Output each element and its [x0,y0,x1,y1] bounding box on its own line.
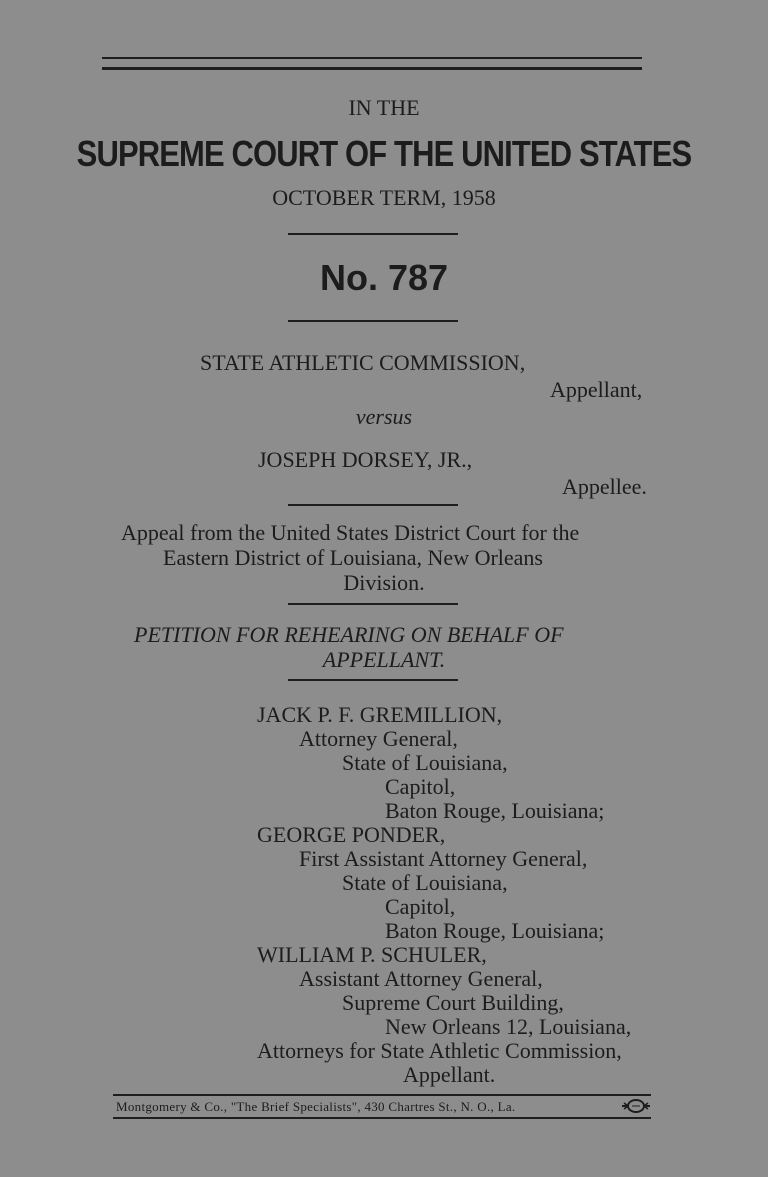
attorneys-for-line: Attorneys for State Athletic Commission, [257,1038,622,1063]
court-title: SUPREME COURT OF THE UNITED STATES [76,133,692,174]
union-label-icon [622,1098,650,1114]
appellee-role: Appellee. [562,474,647,499]
footer-rule-bottom [113,1117,651,1119]
attorney-2-addr1: Capitol, [385,894,456,919]
versus-label: versus [355,404,413,429]
attorney-1-org: State of Louisiana, [342,750,508,775]
attorney-3-org: Supreme Court Building, [342,990,564,1015]
top-rule-thin [102,57,642,59]
attorneys-role: Appellant. [403,1062,496,1087]
attorney-2-org: State of Louisiana, [342,870,508,895]
attorney-3-addr: New Orleans 12, Louisiana, [385,1014,632,1039]
attorney-1-title: Attorney General, [299,726,458,751]
attorney-1-addr2: Baton Rouge, Louisiana; [385,798,605,823]
petition-line-2: APPELLANT. [322,647,446,672]
appellee-name: JOSEPH DORSEY, JR., [258,447,473,472]
top-rule-thick [102,67,642,70]
printer-imprint: Montgomery & Co., "The Brief Specialists", 430 Chartres St., N. O., La. [116,1099,516,1114]
appeal-line-1: Appeal from the United States District Court for the [121,520,580,545]
attorney-1-name: JACK P. F. GREMILLION, [257,702,503,727]
attorney-3-title: Assistant Attorney General, [299,966,543,991]
appeal-line-3: Division. [343,570,425,595]
attorney-1-addr1: Capitol, [385,774,456,799]
attorney-2-title: First Assistant Attorney General, [299,846,588,871]
attorney-2-addr2: Baton Rouge, Louisiana; [385,918,605,943]
docket-number: No. 787 [319,257,449,298]
divider-4 [288,603,458,605]
divider-5 [288,679,458,681]
appellant-name: STATE ATHLETIC COMMISSION, [200,350,526,375]
footer-rule-top [113,1094,651,1096]
divider-3 [288,504,458,506]
term-label: OCTOBER TERM, 1958 [272,185,496,210]
petition-line-1: PETITION FOR REHEARING ON BEHALF OF [134,622,564,647]
appellant-role: Appellant, [550,377,643,402]
in-the-label: IN THE [348,95,420,120]
attorney-3-name: WILLIAM P. SCHULER, [257,942,487,967]
attorney-2-name: GEORGE PONDER, [257,822,446,847]
divider-2 [288,320,458,322]
divider-1 [288,233,458,235]
appeal-line-2: Eastern District of Louisiana, New Orleans [163,545,543,570]
